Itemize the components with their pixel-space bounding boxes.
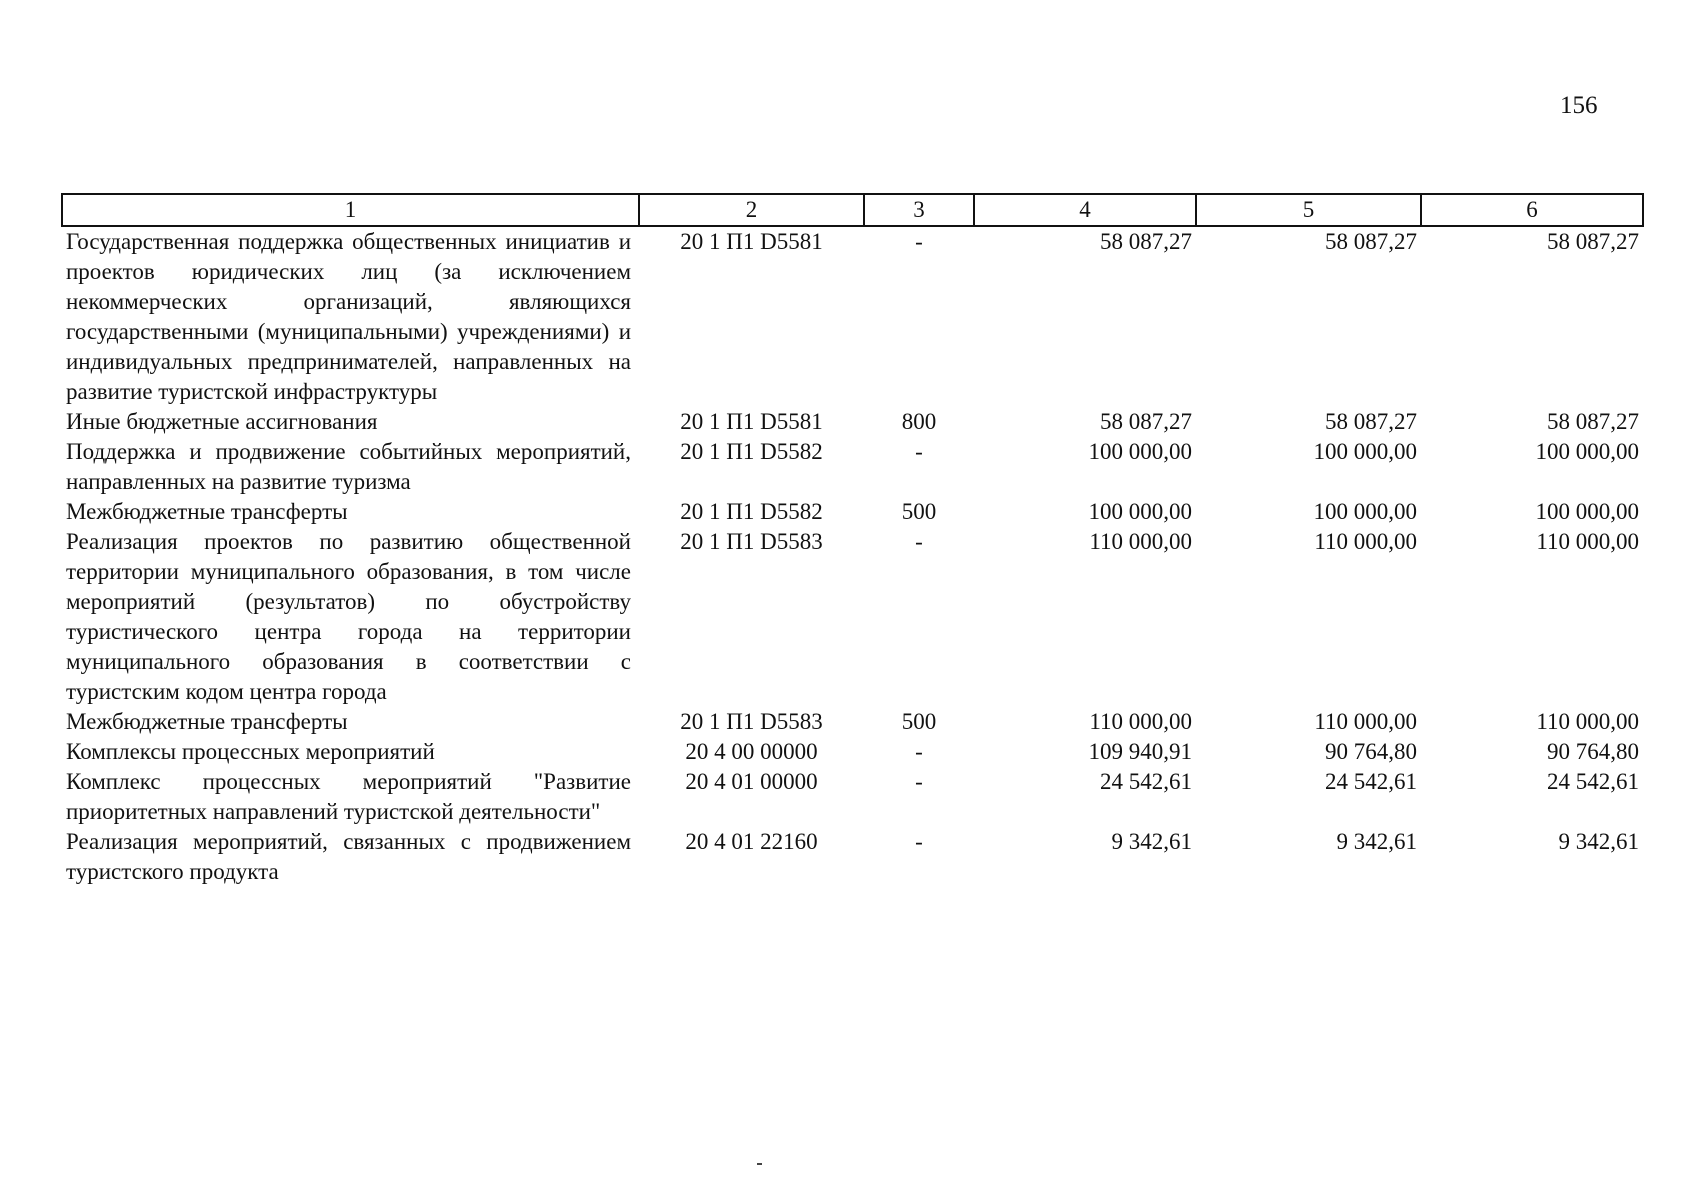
row-code: 20 4 01 22160 bbox=[685, 829, 818, 854]
row-name: Реализация проектов по развитию общественной территории муниципального образования, в том числе мероприятий (результатов) по обустройству туристического центра города на территории муниципального образования в соответствии с туристским кодом центра города bbox=[66, 529, 631, 704]
row-expense-type: 800 bbox=[901, 409, 937, 434]
row-value-col6: 58 087,27 bbox=[1547, 229, 1639, 254]
row-name: Межбюджетные трансферты bbox=[66, 709, 348, 734]
scan-dot bbox=[757, 1163, 762, 1165]
row-expense-type: - bbox=[915, 439, 923, 464]
row-name: Комплекс процессных мероприятий "Развитие приоритетных направлений туристской деятельности" bbox=[66, 769, 631, 824]
row-value-col6: 9 342,61 bbox=[1558, 829, 1639, 854]
row-expense-type: - bbox=[915, 769, 923, 794]
row-value-col5: 9 342,61 bbox=[1336, 829, 1417, 854]
table-row bbox=[62, 497, 1643, 527]
row-value-col4: 109 940,91 bbox=[1088, 739, 1192, 764]
row-value-col4: 58 087,27 bbox=[1100, 409, 1192, 434]
row-value-col6: 110 000,00 bbox=[1536, 709, 1639, 734]
table-row bbox=[62, 767, 1643, 827]
row-value-col4: 110 000,00 bbox=[1089, 709, 1192, 734]
column-header-4: 4 bbox=[974, 194, 1196, 226]
row-value-col4: 24 542,61 bbox=[1100, 769, 1192, 794]
row-name: Межбюджетные трансферты bbox=[66, 499, 348, 524]
column-header-6: 6 bbox=[1421, 194, 1643, 226]
row-code: 20 4 01 00000 bbox=[685, 769, 818, 794]
row-value-col4: 58 087,27 bbox=[1100, 229, 1192, 254]
row-value-col5: 100 000,00 bbox=[1313, 499, 1417, 524]
row-value-col5: 24 542,61 bbox=[1325, 769, 1417, 794]
column-header-5: 5 bbox=[1196, 194, 1421, 226]
row-expense-type: - bbox=[915, 739, 923, 764]
row-code: 20 1 П1 D5582 bbox=[680, 439, 823, 464]
row-code: 20 1 П1 D5583 bbox=[680, 709, 823, 734]
row-name: Государственная поддержка общественных инициатив и проектов юридических лиц (за исключением некоммерческих организаций, являющихся государственными (муниципальными) учреждениями) и индивидуальных предпринимателей, направленных на развитие туристской инфраструктуры bbox=[66, 229, 631, 404]
page-number: 156 bbox=[1560, 92, 1598, 119]
budget-table bbox=[61, 193, 1644, 887]
row-expense-type: - bbox=[915, 829, 923, 854]
row-code: 20 4 00 00000 bbox=[685, 739, 818, 764]
row-value-col5: 58 087,27 bbox=[1325, 229, 1417, 254]
row-name: Иные бюджетные ассигнования bbox=[66, 409, 378, 434]
table-row bbox=[62, 527, 1643, 707]
row-value-col6: 110 000,00 bbox=[1536, 529, 1639, 554]
row-value-col5: 58 087,27 bbox=[1325, 409, 1417, 434]
header-row bbox=[62, 194, 1643, 226]
row-value-col4: 9 342,61 bbox=[1111, 829, 1192, 854]
row-value-col6: 100 000,00 bbox=[1535, 439, 1639, 464]
row-value-col6: 90 764,80 bbox=[1547, 739, 1639, 764]
row-value-col6: 58 087,27 bbox=[1547, 409, 1639, 434]
row-expense-type: 500 bbox=[901, 709, 937, 734]
table-row bbox=[62, 827, 1643, 887]
table-row bbox=[62, 707, 1643, 737]
column-header-3: 3 bbox=[864, 194, 974, 226]
column-header-1: 1 bbox=[62, 194, 639, 226]
row-value-col4: 100 000,00 bbox=[1088, 439, 1192, 464]
row-name: Реализация мероприятий, связанных с продвижением туристского продукта bbox=[66, 829, 631, 884]
row-code: 20 1 П1 D5581 bbox=[680, 409, 823, 434]
column-header-2: 2 bbox=[639, 194, 864, 226]
table-body bbox=[62, 226, 1643, 887]
table-row bbox=[62, 226, 1643, 407]
row-code: 20 1 П1 D5583 bbox=[680, 529, 823, 554]
table-row bbox=[62, 407, 1643, 437]
row-expense-type: - bbox=[915, 529, 923, 554]
row-expense-type: - bbox=[915, 229, 923, 254]
row-value-col5: 90 764,80 bbox=[1325, 739, 1417, 764]
row-value-col6: 24 542,61 bbox=[1547, 769, 1639, 794]
row-code: 20 1 П1 D5582 bbox=[680, 499, 823, 524]
row-name: Комплексы процессных мероприятий bbox=[66, 739, 435, 764]
row-name: Поддержка и продвижение событийных мероприятий, направленных на развитие туризма bbox=[66, 439, 631, 494]
table-row bbox=[62, 437, 1643, 497]
row-value-col4: 100 000,00 bbox=[1088, 499, 1192, 524]
table-header bbox=[62, 194, 1643, 226]
table-row bbox=[62, 737, 1643, 767]
row-code: 20 1 П1 D5581 bbox=[680, 229, 823, 254]
row-value-col4: 110 000,00 bbox=[1089, 529, 1192, 554]
row-value-col6: 100 000,00 bbox=[1535, 499, 1639, 524]
row-value-col5: 110 000,00 bbox=[1314, 529, 1417, 554]
row-expense-type: 500 bbox=[901, 499, 937, 524]
row-value-col5: 100 000,00 bbox=[1313, 439, 1417, 464]
row-value-col5: 110 000,00 bbox=[1314, 709, 1417, 734]
